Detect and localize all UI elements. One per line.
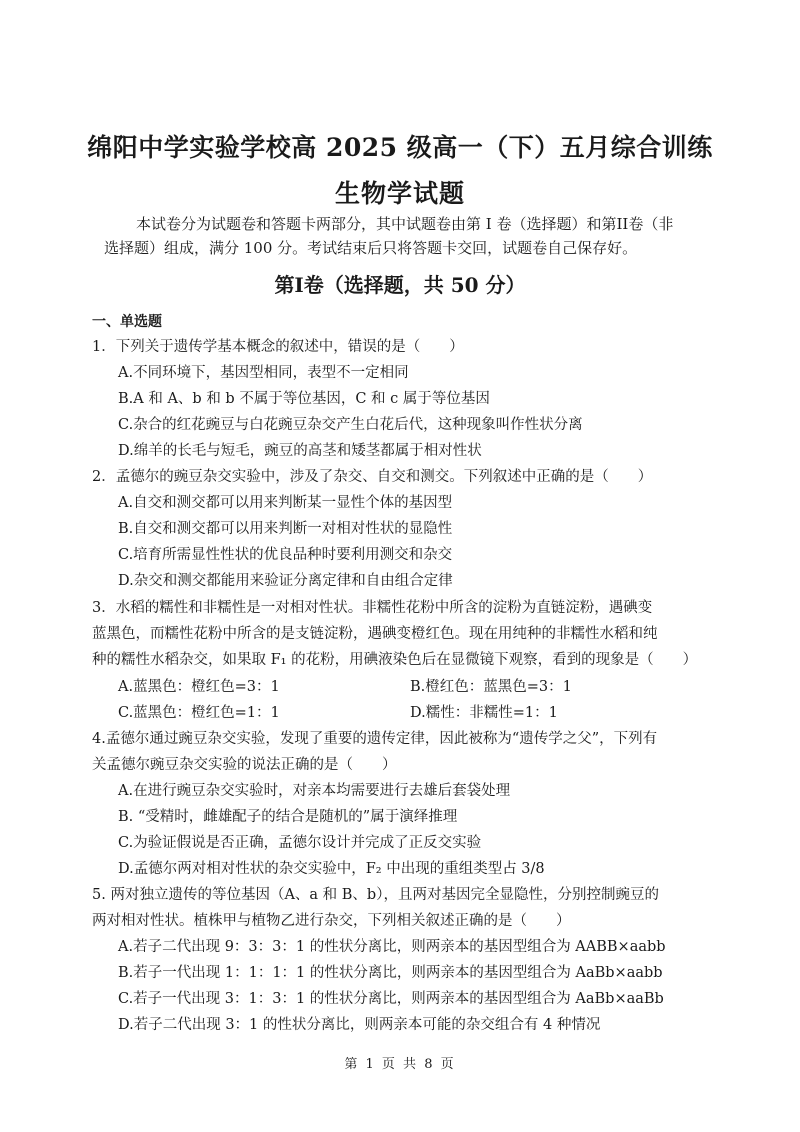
question-5-stem-line-2: 两对相对性状。植株甲与植物乙进行杂交，下列相关叙述正确的是（ ） <box>92 913 571 929</box>
exam-title: 绵阳中学实验学校高 2025 级高一（下）五月综合训练 <box>87 133 713 162</box>
question-1-option-b: B.A 和 A、b 和 b 不属于等位基因，C 和 c 属于等位基因 <box>118 391 490 407</box>
question-4-stem-line-2: 关孟德尔豌豆杂交实验的说法正确的是（ ） <box>92 757 397 773</box>
page-number: 第 1 页 共 8 页 <box>344 1057 456 1072</box>
question-5-option-d: D.若子二代出现 3：1 的性状分离比，则两亲本可能的杂交组合有 4 种情况 <box>118 1017 601 1033</box>
question-5-option-a: A.若子二代出现 9：3：3：1 的性状分离比，则两亲本的基因型组合为 AABB×aabb <box>118 939 666 955</box>
question-4-option-b: B. “受精时，雌雄配子的结合是随机的”属于演绎推理 <box>118 809 458 825</box>
question-1-option-a: A.不同环境下，基因型相同，表型不一定相同 <box>118 365 409 381</box>
question-4-option-d: D.孟德尔两对相对性状的杂交实验中，F₂ 中出现的重组类型占 3/8 <box>118 861 545 877</box>
question-1-stem: 1．下列关于遗传学基本概念的叙述中，错误的是（ ） <box>92 339 464 355</box>
question-1-option-c: C.杂合的红花豌豆与白花豌豆杂交产生白花后代，这种现象叫作性状分离 <box>118 417 583 433</box>
question-4-option-a: A.在进行豌豆杂交实验时，对亲本均需要进行去雄后套袋处理 <box>118 783 511 799</box>
question-2-option-a: A.自交和测交都可以用来判断某一显性个体的基因型 <box>118 495 453 511</box>
question-3-stem-line-2: 蓝黑色，而糯性花粉中所含的是支链淀粉，遇碘变橙红色。现在用纯种的非糯性水稻和纯 <box>92 626 658 642</box>
question-3-stem-line-3: 种的糯性水稻杂交，如果取 F₁ 的花粉，用碘液染色后在显微镜下观察，看到的现象是（ ） <box>92 652 698 668</box>
instructions-line-1: 本试卷分为试题卷和答题卡两部分，其中试题卷由第 I 卷（选择题）和第II卷（非 <box>136 215 674 233</box>
exam-instructions <box>104 212 704 260</box>
question-2-option-c: C.培育所需显性性状的优良品种时要利用测交和杂交 <box>118 547 453 563</box>
part-heading: 一、单选题 <box>92 314 162 330</box>
question-3-option-a: A.蓝黑色：橙红色=3：1 <box>118 679 280 695</box>
question-5-stem-line-1: 5. 两对独立遗传的等位基因（A、a 和 B、b），且两对基因完全显隐性，分别控制豌豆的 <box>92 887 659 903</box>
question-5-option-b: B.若子一代出现 1：1：1：1 的性状分离比，则两亲本的基因型组合为 AaBb×aabb <box>118 965 663 981</box>
question-3-option-b: B.橙红色：蓝黑色=3：1 <box>410 679 572 695</box>
question-4-stem-line-1: 4.孟德尔通过豌豆杂交实验，发现了重要的遗传定律，因此被称为“遗传学之父”，下列有 <box>92 731 658 747</box>
question-3-option-d: D.糯性：非糯性=1：1 <box>410 705 558 721</box>
section-title: 第I卷（选择题，共 50 分） <box>274 273 526 297</box>
question-3-stem-line-1: 3．水稻的糯性和非糯性是一对相对性状。非糯性花粉中所含的淀粉为直链淀粉，遇碘变 <box>92 600 653 616</box>
question-2-option-b: B.自交和测交都可以用来判断一对相对性状的显隐性 <box>118 521 453 537</box>
question-2-stem: 2．孟德尔的豌豆杂交实验中，涉及了杂交、自交和测交。下列叙述中正确的是（ ） <box>92 469 653 485</box>
question-3-option-c: C.蓝黑色：橙红色=1：1 <box>118 705 280 721</box>
question-1-option-d: D.绵羊的长毛与短毛，豌豆的高茎和矮茎都属于相对性状 <box>118 443 482 459</box>
instructions-line-2: 选择题）组成，满分 100 分。考试结束后只将答题卡交回，试题卷自己保存好。 <box>104 239 638 257</box>
question-4-option-c: C.为验证假说是否正确，孟德尔设计并完成了正反交实验 <box>118 835 482 851</box>
question-5-option-c: C.若子一代出现 3：1：3：1 的性状分离比，则两亲本的基因型组合为 AaBb×aaBb <box>118 991 664 1007</box>
question-2-option-d: D.杂交和测交都能用来验证分离定律和自由组合定律 <box>118 573 453 589</box>
exam-subtitle: 生物学试题 <box>334 179 465 208</box>
